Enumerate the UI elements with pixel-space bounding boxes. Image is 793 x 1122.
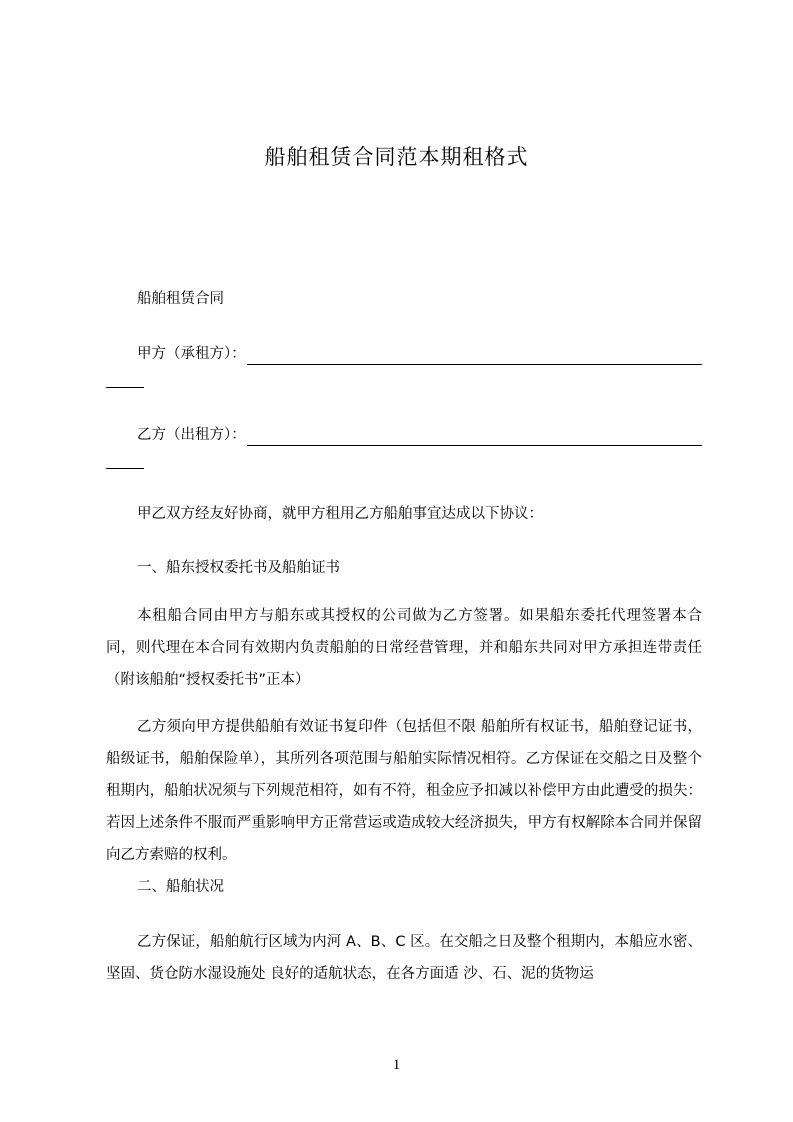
party-b-fill-line-continued	[106, 467, 144, 469]
section-1-paragraph-2: 乙方须向甲方提供船舶有效证书复印件（包括但不限 船舶所有权证书，船舶登记证书，船级证书，船舶保险单），其所列各项范围与船舶实际情况相符。乙方保证在交船之日及整个租期内，船舶状况须与下列规范相符，如有不符，租金应予扣减以补偿甲方由此遭受的损失：若因上述条件不服而严重影响甲方正常营运或造成较大经济损失，甲方有权解除本合同并保留向乙方索赔的权利。	[106, 719, 702, 863]
section-2-heading: 二、船舶状况	[137, 879, 224, 895]
party-a-row	[137, 343, 702, 365]
document-title: 船舶租赁合同范本期租格式	[264, 145, 529, 169]
section-2-paragraph-1: 乙方保证，船舶航行区域为内河 A、B、C 区。在交船之日及整个租期内，本船应水密、坚固、货仓防水湿设施处 良好的适航状态，在各方面适 沙、石、泥的货物运	[106, 934, 702, 982]
party-a-fill-line-continued	[106, 386, 144, 388]
party-a-fill-line	[247, 347, 702, 365]
section-1-heading: 一、船东授权委托书及船舶证书	[137, 560, 340, 576]
page-number: 1	[392, 1057, 401, 1073]
party-b-fill-line	[247, 428, 702, 446]
party-b-row	[137, 424, 702, 446]
party-a-label: 甲方（承租方）：	[137, 346, 246, 362]
intro-paragraph: 甲乙双方经友好协商，就甲方租用乙方船舶事宜达成以下协议：	[137, 506, 543, 522]
party-b-label: 乙方（出租方）：	[137, 427, 246, 443]
contract-subtitle: 船舶租赁合同	[137, 291, 224, 307]
section-1-paragraph-1: 本租船合同由甲方与船东或其授权的公司做为乙方签署。如果船东委托代理签署本合同，则代理在本合同有效期内负责船舶的日常经营管理，并和船东共同对甲方承担连带责任（附该船舶“授权委托书”正本）	[106, 608, 702, 688]
